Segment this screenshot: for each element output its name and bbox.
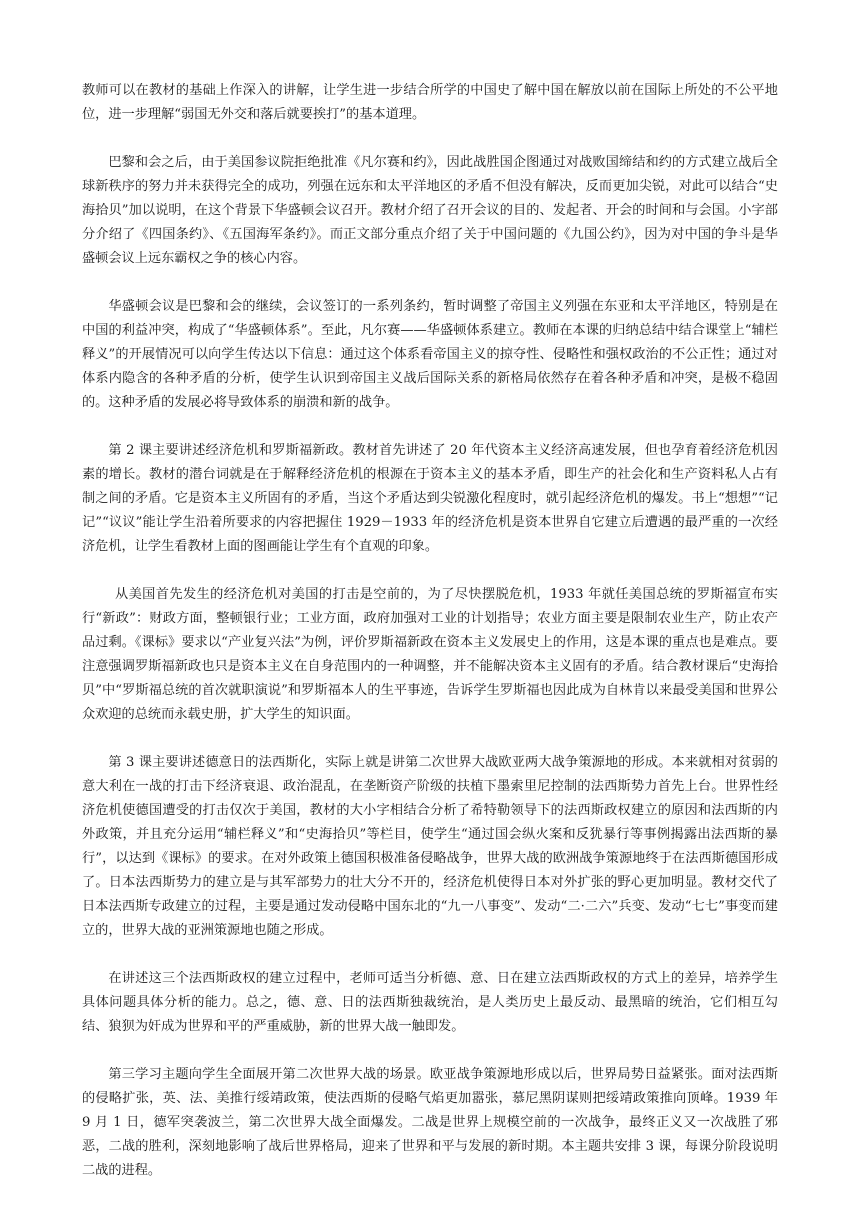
paragraph-third-theme-ww2: 第三学习主题向学生全面展开第二次世界大战的场景。欧亚战争策源地形成以后，世界局势日益紧张。面对法西斯的侵略扩张，英、法、美推行绥靖政策，使法西斯的侵略气焰更加嚣张，慕尼黑阴谋则把绥靖政策推向顶峰。1939 年 9 月 1 日，德军突袭波兰，第二次世界大战全面爆发。二战是世界上规模空前的一次战争，最终正义又一次战胜了邪恶，二战的胜利，深刻地影响了战后世界格局，迎来了世界和平与发展的新时期。本主题共安排 3 课，每课分阶段说明二战的进程。 xyxy=(82,1067,778,1178)
paragraph-washington-system: 华盛顿会议是巴黎和会的继续，会议签订的一系列条约，暂时调整了帝国主义列强在东亚和太平洋地区，特别是在中国的利益冲突，构成了“华盛顿体系”。至此，凡尔赛——华盛顿体系建立。教师在本课的归纳总结中结合课堂上“辅栏释义”的开展情况可以向学生传达以下信息：通过这个体系看帝国主义的掠夺性、侵略性和强权政治的不公正性；通过对体系内隐含的各种矛盾的分析，使学生认识到帝国主义战后国际关系的新格局依然存在着各种矛盾和冲突，是极不稳固的。这种矛盾的发展必将导致体系的崩溃和新的战争。 xyxy=(82,299,778,410)
paragraph-lesson-2-economic-crisis: 第 2 课主要讲述经济危机和罗斯福新政。教材首先讲述了 20 年代资本主义经济高速发展，但也孕育着经济危机因素的增长。教材的潜台词就是在于解释经济危机的根源在于资本主义的基本矛盾，即生产的社会化和生产资料私人占有制之间的矛盾。它是资本主义所固有的矛盾，当这个矛盾达到尖锐激化程度时，就引起经济危机的爆发。书上“想想”“记记”“议议”能让学生沿着所要求的内容把握住 1929－1933 年的经济危机是资本世界自它建立后遭遇的最严重的一次经济危机，让学生看教材上面的图画能让学生有个直观的印象。 xyxy=(82,443,778,554)
paragraph-washington-conference-background: 巴黎和会之后，由于美国参议院拒绝批准《凡尔赛和约》，因此战胜国企图通过对战败国缔结和约的方式建立战后全球新秩序的努力并未获得完全的成功，列强在远东和太平洋地区的矛盾不但没有解决，反而更加尖锐，对此可以结合“史海拾贝”加以说明，在这个背景下华盛顿会议召开。教材介绍了召开会议的目的、发起者、开会的时间和与会国。小字部分介绍了《四国条约》、《五国海军条约》。而正文部分重点介绍了关于中国问题的《九国公约》，因为对中国的争斗是华盛顿会议上远东霸权之争的核心内容。 xyxy=(82,155,778,266)
document-body xyxy=(82,79,778,1207)
paragraph-lesson-3-fascism: 第 3 课主要讲述德意日的法西斯化，实际上就是讲第二次世界大战欧亚两大战争策源地的形成。本来就相对贫弱的意大利在一战的打击下经济衰退、政治混乱，在垄断资产阶级的扶植下墨索里尼控制的法西斯势力首先上台。世界性经济危机使德国遭受的打击仅次于美国，教材的大小字相结合分析了希特勒领导下的法西斯政权建立的原因和法西斯的内外政策，并且充分运用“辅栏释义”和“史海拾贝”等栏目，使学生“通过国会纵火案和反犹暴行等事例揭露出法西斯的暴行”，以达到《课标》的要求。在对外政策上德国积极准备侵略战争，世界大战的欧洲战争策源地终于在法西斯德国形成了。日本法西斯势力的建立是与其军部势力的壮大分不开的，经济危机使得日本对外扩张的野心更加明显。教材交代了日本法西斯专政建立的过程，主要是通过发动侵略中国东北的“九一八事变”、发动“二·二六”兵变、发动“七七”事变而建立的，世界大战的亚洲策源地也随之形成。 xyxy=(82,755,778,938)
paragraph-fascist-regimes-analysis: 在讲述这三个法西斯政权的建立过程中，老师可适当分析德、意、日在建立法西斯政权的方式上的差异，培养学生具体问题具体分析的能力。总之，德、意、日的法西斯独裁统治，是人类历史上最反动、最黑暗的统治，它们相互勾结、狼狈为奸成为世界和平的严重威胁，新的世界大战一触即发。 xyxy=(82,971,778,1034)
paragraph-continuation: 教师可以在教材的基础上作深入的讲解，让学生进一步结合所学的中国史了解中国在解放以前在国际上所处的不公平地位，进一步理解“弱国无外交和落后就要挨打”的基本道理。 xyxy=(82,83,778,122)
paragraph-roosevelt-new-deal: 从美国首先发生的经济危机对美国的打击是空前的，为了尽快摆脱危机，1933 年就任美国总统的罗斯福宣布实行“新政”：财政方面，整顿银行业；工业方面，政府加强对工业的计划指导；农业方面主要是限制农业生产，防止农产品过剩。《课标》要求以“产业复兴法”为例，评价罗斯福新政在资本主义发展史上的作用，这是本课的重点也是难点。要注意强调罗斯福新政也只是资本主义在自身范围内的一种调整，并不能解决资本主义固有的矛盾。结合教材课后“史海拾贝”中“罗斯福总统的首次就职演说”和罗斯福本人的生平事迹，告诉学生罗斯福也因此成为自林肯以来最受美国和世界公众欢迎的总统而永载史册，扩大学生的知识面。 xyxy=(82,587,778,722)
